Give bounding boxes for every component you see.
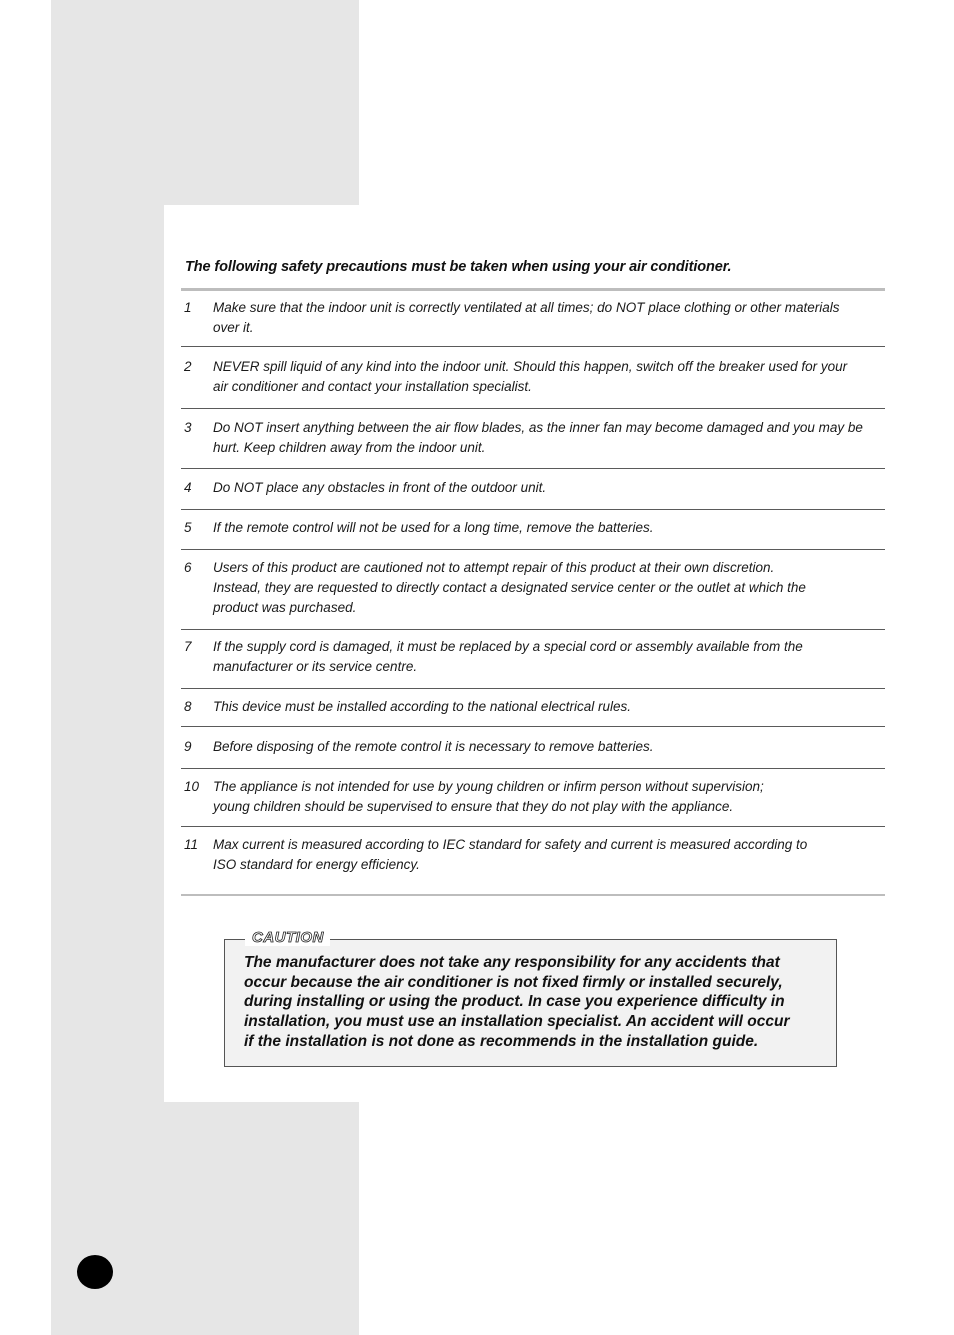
item-text: Max current is measured according to IEC standard for safety and current is measured according to ISO standard for energy efficiency. xyxy=(213,837,808,872)
item-number: 10 xyxy=(184,779,200,794)
caution-title: CAUTION xyxy=(245,929,330,946)
item-text: Users of this product are cautioned not to attempt repair of this product at their own discretion. Instead, they are requested to directly contact a designated service center or the outlet at which the product was purchased. xyxy=(213,560,806,615)
item-text: If the remote control will not be used for a long time, remove the batteries. xyxy=(213,520,654,535)
precaution-item xyxy=(181,688,885,726)
precaution-item xyxy=(181,629,885,688)
item-number: 8 xyxy=(184,699,192,714)
item-number: 7 xyxy=(184,639,192,654)
precaution-item xyxy=(181,549,885,629)
precaution-item xyxy=(181,509,885,549)
precaution-item xyxy=(181,826,885,894)
precaution-item xyxy=(181,468,885,509)
caution-text: The manufacturer does not take any responsibility for any accidents that occur because the air conditioner is not fixed firmly or installed securely, during installing or using the product. In case you experience difficulty in installation, you must use an installation specialist. An accident will occur if the installation is not done as recommends in the installation guide. xyxy=(244,954,790,1050)
item-text: This device must be installed according to the national electrical rules. xyxy=(213,699,631,714)
precaution-item xyxy=(181,768,885,826)
item-number: 6 xyxy=(184,560,192,575)
item-text: Do NOT place any obstacles in front of the outdoor unit. xyxy=(213,480,547,495)
item-number: 2 xyxy=(184,359,192,374)
bottom-rule xyxy=(181,894,885,896)
item-text: Make sure that the indoor unit is correctly ventilated at all times; do NOT place clothing or other materials over it. xyxy=(213,300,840,335)
item-number: 5 xyxy=(184,520,192,535)
precautions-list xyxy=(181,291,885,894)
item-text: NEVER spill liquid of any kind into the indoor unit. Should this happen, switch off the breaker used for your air conditioner and contact your installation specialist. xyxy=(213,359,848,394)
page-number-marker xyxy=(77,1255,113,1289)
caution-box xyxy=(224,929,837,1067)
item-text: If the supply cord is damaged, it must be replaced by a special cord or assembly available from the manufacturer or its service centre. xyxy=(213,639,803,674)
intro-heading: The following safety precautions must be taken when using your air conditioner. xyxy=(185,259,732,275)
precaution-item xyxy=(181,291,885,346)
precaution-item xyxy=(181,346,885,408)
item-text: Do NOT insert anything between the air flow blades, as the inner fan may become damaged and you may be hurt. Keep children away from the indoor unit. xyxy=(213,420,863,455)
item-number: 1 xyxy=(184,300,192,315)
item-number: 9 xyxy=(184,739,192,754)
item-number: 4 xyxy=(184,480,192,495)
precaution-item xyxy=(181,408,885,468)
precaution-item xyxy=(181,726,885,768)
item-text: The appliance is not intended for use by young children or infirm person without supervision; young children should be supervised to ensure that they do not play with the appliance. xyxy=(213,779,764,814)
item-text: Before disposing of the remote control it is necessary to remove batteries. xyxy=(213,739,654,754)
item-number: 11 xyxy=(184,837,199,852)
item-number: 3 xyxy=(184,420,192,435)
